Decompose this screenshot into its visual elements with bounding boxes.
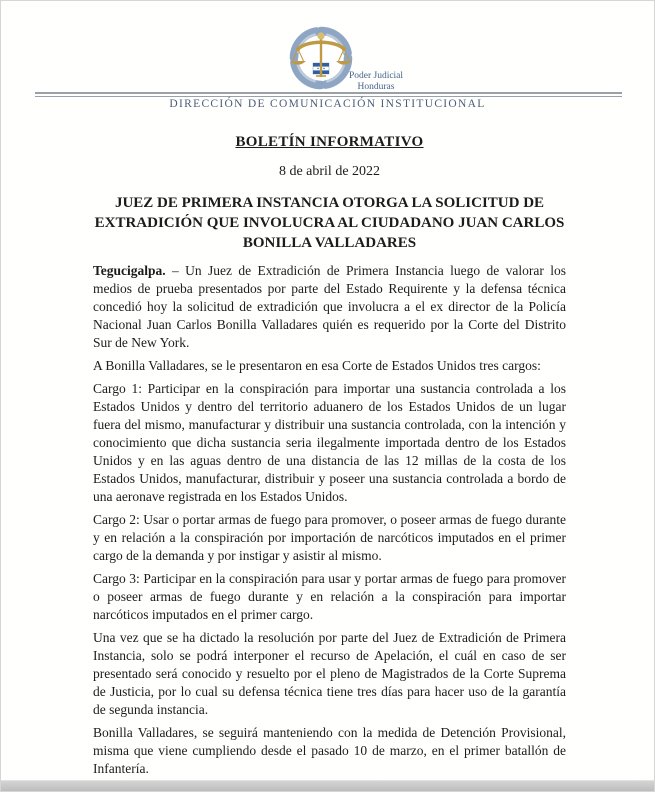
body-paragraph: [93, 357, 566, 375]
paragraph-text: Cargo 1: Participar en la conspiración para importar una sustancia controlada a los Estados Unidos y dentro del territorio aduanero de los Estados Unidos de un lugar fuera del mismo, manufacturar y distribuir una sustancia controlada, con la intención y conocimiento que dicha sustancia seria ilegalmente importada dentro de los Estados Unidos y en las aguas dentro de una distancia de las 12 millas de la costa de los Estados Unidos, manufacturar, distribuir y poseer una sustancia controlada a bordo de una aeronave registrada en los Estados Unidos.: [93, 381, 566, 504]
body-paragraph: [93, 724, 566, 778]
logo-caption-line2: Honduras: [357, 81, 395, 92]
letterhead: [1, 1, 654, 114]
paragraph-text: A Bonilla Valladares, se le presentaron en esa Corte de Estados Unidos tres cargos:: [93, 358, 541, 373]
department-title: DIRECCIÓN DE COMUNICACIÓN INSTITUCIONAL: [169, 98, 486, 110]
body-paragraph: [93, 629, 566, 719]
bulletin-content: [1, 134, 654, 778]
body-paragraph: [93, 262, 566, 352]
paragraph-text: Cargo 3: Participar en la conspiración para usar y portar armas de fuego para promover o poseer armas de fuego durante y en relación a la conspiración para importar narcóticos imputados en el primer cargo.: [93, 571, 566, 622]
body-paragraph: [93, 570, 566, 624]
bulletin-date: 8 de abril de 2022: [278, 164, 381, 179]
poder-judicial-logo: [281, 25, 411, 97]
page-bottom-edge: [1, 780, 654, 791]
logo-caption: [341, 71, 411, 92]
paragraph-text: – Un Juez de Extradición de Primera Instancia luego de valorar los medios de prueba presentados por parte del Estado Requirente y la defensa técnica concedió hoy la solicitud de extradición que involucra a el ex director de la Policía Nacional Juan Carlos Bonilla Valladares quién es requerido por la Corte del Distrito Sur de New York.: [93, 263, 566, 350]
paragraph-text: Una vez que se ha dictado la resolución por parte del Juez de Extradición de Primera Instancia, solo se podrá interponer el recurso de Apelación, el cuál en caso de ser presentado será conocido y resuelto por el pleno de Magistrados de la Corte Suprema de Justicia, por lo cual su defensa técnica tiene tres días para hacer uso de la garantía de segunda instancia.: [93, 630, 566, 717]
body-paragraph: [93, 380, 566, 506]
dateline: Tegucigalpa.: [93, 263, 166, 278]
double-rule-divider: [35, 92, 622, 97]
bulletin-title: BOLETÍN INFORMATIVO: [235, 134, 424, 150]
paragraph-text: Cargo 2: Usar o portar armas de fuego para promover, o poseer armas de fuego durante y en relación a la conspiración por importación de narcóticos imputados en el primer cargo de la demanda y por instigar y asistir al mismo.: [93, 512, 566, 563]
bulletin-headline: JUEZ DE PRIMERA INSTANCIA OTORGA LA SOLICITUD DE EXTRADICIÓN QUE INVOLUCRA AL CIUDADANO JUAN CARLOS BONILLA VALLADARES: [94, 195, 565, 251]
logo-caption-line1: Poder Judicial: [348, 71, 404, 81]
bulletin-body: [93, 262, 566, 778]
body-paragraph: [93, 511, 566, 565]
paragraph-text: Bonilla Valladares, se seguirá manteniendo con la medida de Detención Provisional, misma que viene cumpliendo desde el pasado 10 de marzo, en el primer batallón de Infantería.: [93, 725, 566, 776]
